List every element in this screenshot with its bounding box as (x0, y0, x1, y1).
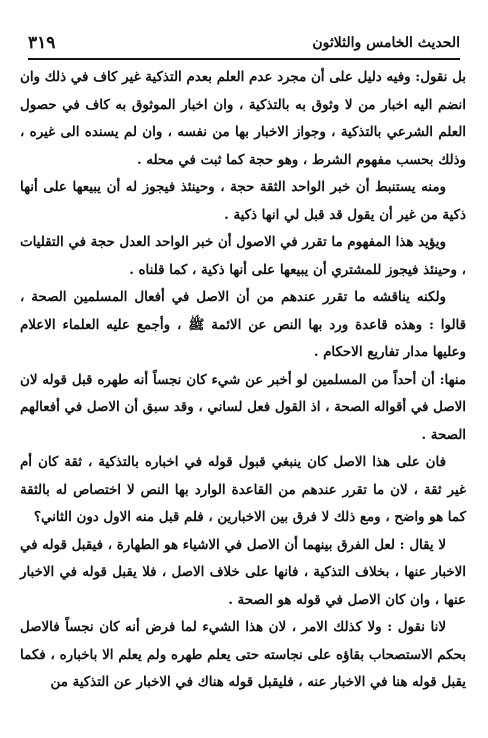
paragraph: ويؤيد هذا المفهوم ما تقرر في الاصول أن خبر الواحد العدل حجة في التقليات ، وحينئذ فيجوز للمشتري أن يبيعها على أنها ذكية ، كما قلناه . (20, 234, 466, 278)
paragraph: لا يقال : لعل الفرق بينهما أن الاصل في الاشياء هو الطهارة ، فيقبل قوله في الاخبار عنها ، بخلاف التذكية ، فانها على خلاف الاصل ، فلا يقبل قوله في الاخبار عنها ، وان كان الاصل في قوله هو الصحة . (20, 536, 466, 608)
header-rule (28, 58, 460, 60)
paragraph: ولكنه يناقشه ما تقرر عندهم من أن الاصل في أفعال المسلمين الصحة ، قالوا : وهذه قاعدة ورد بها النص عن الائمة ﷺ ، وأجمع عليه العلماء الاعلام وعليها مدار تفاريع الاحكام . (20, 289, 466, 360)
paragraph: لانا نقول : ولا كذلك الامر ، لان هذا الشيء لما فرض أنه كان نجساً فالاصل بحكم الاستصحاب بقاؤه على نجاسته حتى يعلم طهره ولم يعلم الا باخباره ، فكما يقبل قوله هنا في الاخبار عنه ، فليقبل قوله هناك في الاخبار عن التذكية من (20, 619, 466, 690)
page-number: ٣١٩ (28, 33, 56, 53)
paragraph: ومنه يستنبط أن خبر الواحد الثقة حجة ، وحينئذ فيجوز له أن يبيعها على أنها ذكية من غير أن يقول قد قبل لي انها ذكية . (20, 179, 466, 223)
running-title: الحديث الخامس والثلاثون (312, 35, 460, 51)
page-header (28, 30, 460, 56)
body-text (20, 64, 466, 728)
paragraph: بل نقول: وفيه دليل على أن مجرد عدم العلم بعدم التذكية غير كاف في ذلك وان انضم اليه اخبار من لا وثوق به بالتذكية ، وان اخبار الموثوق به كاف في حصول العلم الشرعي بالتذكية ، وجواز الاخبار بها من نفسه ، وان لم يسنده الى غيره ، وذلك بحسب مفهوم الشرط ، وهو حجة كما ثبت في محله . (20, 69, 466, 168)
paragraph: منها: أن أحداً من المسلمين لو أخبر عن شيء كان نجساً أنه طهره قبل قوله لان الاصل في أقواله الصحة ، اذ القول فعل لساني ، وقد سبق أن الاصل في أفعالهم الصحة . (20, 371, 466, 443)
paragraph: فان على هذا الاصل كان ينبغي قبول قوله في اخباره بالتذكية ، ثقة كان أم غير ثقة ، لان ما تقرر عندهم من القاعدة الوارد بها النص لا اختصاص له بالثقة كما هو واضح ، ومع ذلك لا فرق بين الاخبارين ، فلم قبل منه الاول دون الثاني؟ (20, 454, 466, 525)
